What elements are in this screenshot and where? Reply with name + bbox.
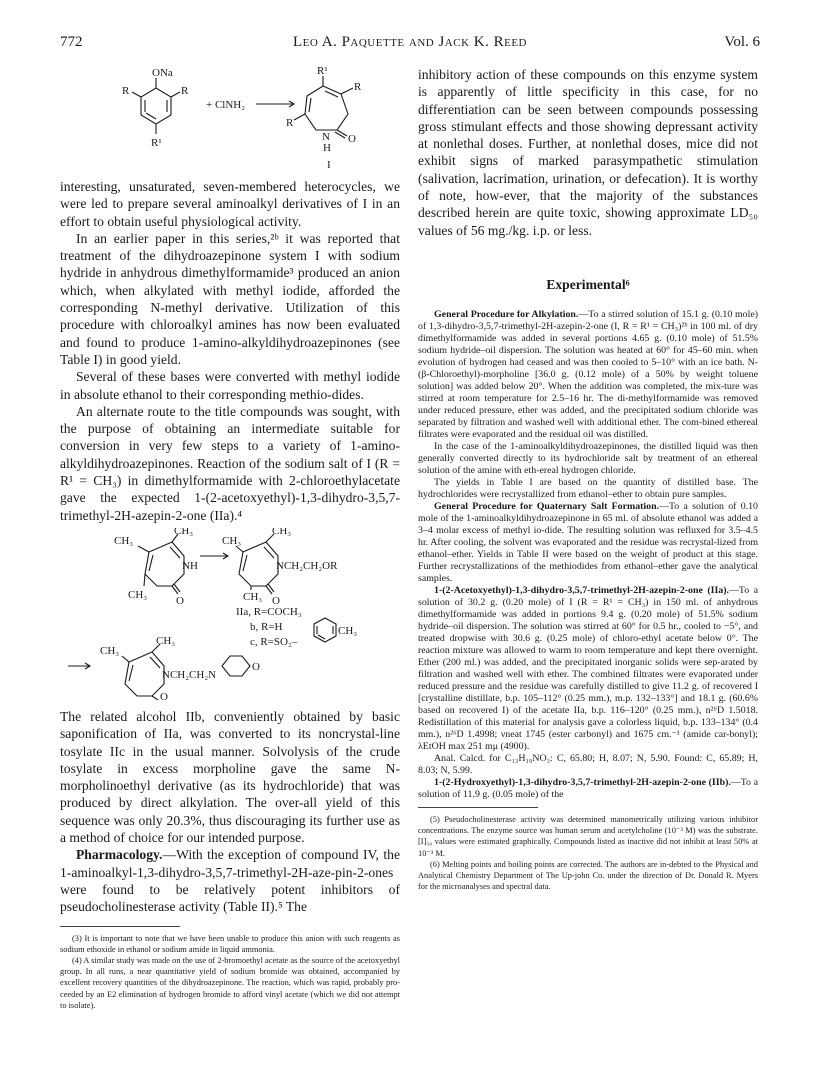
- left-column: [60, 64, 400, 1011]
- left-paragraph-3: Several of these bases were converted with methyl iodide in absolute ethanol to their corresponding methio-dides.: [60, 369, 400, 402]
- footnote-rule-left: [60, 926, 180, 927]
- tosyl-ch3: CH₃: [338, 624, 358, 637]
- ch3-b2: CH₃: [272, 527, 292, 537]
- left-paragraph-4: An alternate route to the title compounds was sought, with the purpose of obtaining an intermediate suitable for conversion in very few steps to a variety of 1-amino-alkyldihydroazepinones. Reaction of the sodium salt of I (R = R¹ = CH₃) in dimethylformamide with 2-chloroethylacetate gave the expected 1-(2-acetoxyethyl)-1,3-dihydro-3,5,7-trimethyl-2H-azepin-2-one (IIa).⁴: [60, 403, 400, 523]
- alkylation-paragraph: [418, 309, 758, 441]
- iib-paragraph: [418, 777, 758, 801]
- quaternary-text: —To a solution of 0.10 mole of the 1-aminoalkyldihydroazepinone in 65 ml. of absolute ethanol was added a 3–4 molar excess of methyl io-dide. The resulting solution was refluxed for 3.5–4.5 hr. After cooling, the solvent was evaporated and the residue was recrystal-lized from ethanol–ether. Yields in Table II were based on the weight of product at this stage. Further recrystallizations of the methiodides from ethanol–ether gave the analytical samples.: [418, 500, 758, 584]
- o-label-a: O: [176, 594, 184, 607]
- h-label-azepine: H: [323, 142, 331, 154]
- footnote-rule-right: [418, 807, 538, 808]
- right-paragraph-1: inhibitory action of these compounds on this enzyme system is apparently of little specificity in this case, for no differentiation can be seen between compounds possessing gross stimulant effects and those showing depressant activity at nonlethal doses. Further, at nonlethal doses, mice did not exhibit signs of marked parasympathetic stimulation (salivation, lacrimation, urination, or defecation). It is worthy of note, how-ever, that the majority of the substances described herein are quite toxic, showing approximate LD₅₀ values of 56 mg./kg. i.p. or less.: [418, 67, 758, 238]
- quaternary-paragraph: [418, 501, 758, 585]
- n-substituent-b: NCH₂CH₂OR: [276, 559, 338, 572]
- alkylation-paragraph-3: The yields in Table I are based on the quantity of distilled base. The hydrochlorides were recrystallized from ethanol–ether to obtain pure samples.: [418, 476, 758, 500]
- label-iia: IIa, R=COCH₃: [236, 605, 302, 618]
- iia-heading: 1-(2-Acetoxyethyl)-1,3-dihydro-3,5,7-trimethyl-2H-azepin-2-one (IIa).: [434, 584, 729, 596]
- reagent-label: + ClNH₂: [206, 99, 246, 111]
- footnote-3: (3) It is important to note that we have been unable to produce this anion with such reagents as sodium ethoxide in ethanol or sodium amide in liquid ammonia.: [60, 933, 400, 954]
- r1-label-azepine: R¹: [317, 65, 328, 77]
- o-label-c: O: [160, 690, 168, 700]
- ch3-c1: CH₃: [100, 644, 120, 657]
- alkylation-text: —To a stirred solution of 15.1 g. (0.10 mole) of 1,3-dihydro-3,5,7-trimethyl-2H-azepin-2-one (I, R = R¹ = CH₃)²ᵇ in 100 ml. of dry dimethylformamide was added in several portions 4.65 g. (0.10 mole) of 51.5% sodium hydride–oil dispersion. The solution was heated at 60° for 45–60 min. when evolution of hydrogen had ceased and was then cooled to 5–10° with an ice bath. N-(β-Chloroethyl)-morpholine [36.0 g. (0.12 mole) of a 50% by weight toluene solution] was added below 20°. When the addition was completed, the mix-ture was stirred at room temperature for 2.5–16 hr. The di-methylformamide was removed under reduced pressure, ether was added, and the precipitated sodium chloride was separated by filtration and washed well with additional ether. The com-bined ethereal filtrates were evaporated and the residual oil was distilled.: [418, 308, 758, 440]
- label-iib: b, R=H: [250, 620, 283, 633]
- label-iic: c, R=SO₂–: [250, 635, 298, 648]
- r-label-right: R: [181, 85, 189, 97]
- r-label-left: R: [122, 85, 130, 97]
- footnote-4: (4) A similar study was made on the use of 2-bromoethyl acetate as the source of the acetoxyethyl group. In all runs, a near quantitative yield of sodium bromide was obtained, accompanied by excellent recovery quantities of the dihydroazepinone. The reaction, which was rapid, probably pro-ceeded by an E2 elimination of hydrogen bromide to afford vinyl acetate (which we did not attempt to isolate).: [60, 955, 400, 1010]
- pharmacology-paragraph: [60, 846, 400, 915]
- ch3-b3: CH₃: [243, 590, 263, 603]
- ch3-a2: CH₃: [174, 527, 194, 537]
- quaternary-heading: General Procedure for Quaternary Salt Formation.: [434, 500, 660, 512]
- iia-text: —To a solution of 30.2 g. (0.20 mole) of I (R = R¹ = CH₃) in 150 ml. of anhydrous dimethylformamide was added in portions 9.4 g. (0.20 mole) of 51.5% sodium hydride–oil dispersion. The solution was stirred at 60° for 0.5 hr., cooled to −5°, and treated dropwise with 30.6 g. (0.25 mole) of chloro-ethyl acetate below 0°. The reaction mixture was allowed to warm to room temperature and kept there overnight. Ether (200 ml.) was added, and the precipitated inorganic solids were sep-arated by filtration and washed well with ether. The combined filtrates were evaporated under reduced pressure and the residue was carefully distilled to give 11.2 g. of recovered I [crystalline distillate, b.p. 105–112° (0.25 mm.), m.p. 132–133°] and 18.1 g. (60.6% based on recovered I) of the acetate IIa, b.p. 116–120° (0.25 mm.), n²⁶D 1.5018. Redistillation of this material for analysis gave a colorless liquid, b.p. 133–134° (0.4 mm.), n²⁶D 1.4998; νneat 1745 (ester carbonyl) and 1675 cm.⁻¹ (amide car-bonyl); λEtOH max 251 mμ (4900).: [418, 584, 758, 752]
- o-label-b: O: [272, 594, 280, 607]
- left-footnotes: [60, 933, 400, 1011]
- running-authors: Leo A. Paquette and Jack K. Reed: [293, 34, 527, 50]
- iib-heading: 1-(2-Hydroxyethyl)-1,3-dihydro-3,5,7-trimethyl-2H-azepin-2-one (IIb).: [434, 776, 731, 788]
- volume-label: Vol. 6: [724, 34, 760, 50]
- footnote-5: (5) Pseudocholinesterase activity was determined manometrically utilizing various inhibitor concentrations. The enzyme source was human serum and acetylcholine (10⁻³ M) was the substrate. [I]₅₀ values were estimated graphically. Compounds listed as inactive did not inhibit at least 50% at 10⁻³ M.: [418, 814, 758, 858]
- r-label-azepine-right: R: [354, 81, 362, 93]
- ch3-b1: CH₃: [222, 534, 242, 547]
- morpholine-o: O: [252, 660, 260, 673]
- ona-label: ONa: [152, 67, 173, 79]
- n-label-azepine: N: [322, 131, 330, 143]
- pharmacology-text: —With the exception of compound IV, the 1-aminoalkyl-1,3-dihydro-3,5,7-trimethyl-2H-aze-pin-2-ones were found to be relatively potent inhibitors of pseudocholinesterase activity (Table II).⁵ The: [60, 847, 400, 915]
- alkylation-heading: General Procedure for Alkylation.: [434, 308, 579, 320]
- page-number: 772: [60, 34, 83, 50]
- o-label-azepine: O: [348, 133, 356, 145]
- iib-text: —To a solution of 11.9 g. (0.05 mole) of the: [418, 776, 758, 800]
- ch3-c2: CH₃: [156, 634, 176, 647]
- left-paragraph-1: interesting, unsaturated, seven-membered heterocycles, we were led to prepare several aminoalkyl derivatives of I in an effort to obtain useful physiological activity.: [60, 179, 400, 229]
- compound-label-i: I: [327, 159, 331, 171]
- n-morpholinoethyl-label: NCH₂CH₂N: [162, 668, 217, 681]
- right-footnotes: [418, 814, 758, 892]
- pharmacology-heading: Pharmacology.: [76, 847, 163, 863]
- alkylation-paragraph-2: In the case of the 1-aminoalkyldihydroazepinones, the distilled liquid was then generally converted directly to its hydrochloride salt by treatment of an ethereal solution of the amine with eth-ereal hydrogen chloride.: [418, 440, 758, 476]
- footnote-6: (6) Melting points and boiling points are corrected. The authors are in-debted to the Physical and Analytical Chemistry Department of The Up-john Co. under the direction of Dr. Donald R. Myers for the microanalyses and spectral data.: [418, 859, 758, 892]
- iia-paragraph: [418, 585, 758, 753]
- analysis-line: Anal. Calcd. for C₁₃H₁₉NO₃: C, 65.80; H, 8.07; N, 5.90. Found: C, 65.89; H, 8.03; N, 5.99.: [418, 752, 758, 776]
- r1-label-phenol: R¹: [151, 137, 162, 149]
- right-column: [418, 66, 758, 892]
- left-paragraph-2: In an earlier paper in this series,²ᵇ it was reported that treatment of the dihydroazepinone system I with sodium hydride in anhydrous dimethylformamide³ produced an anion which, when alkylated with methyl iodide, afforded the corresponding N-methyl derivative. Utilization of this procedure with chloroalkyl amines has now been evaluated and found to produce 1-amino-alkyldihydroazepinones (see Table I) in good yield.: [60, 230, 400, 367]
- ch3-a1: CH₃: [114, 534, 134, 547]
- reaction-scheme-1: [60, 64, 400, 176]
- ch3-a3: CH₃: [128, 588, 148, 601]
- r-label-azepine-left: R: [286, 117, 294, 129]
- reaction-scheme-2: [60, 528, 400, 700]
- running-header: [60, 34, 760, 54]
- nh-label-a: NH: [182, 559, 198, 572]
- experimental-heading: Experimental⁶: [546, 276, 630, 292]
- left-paragraph-5: The related alcohol IIb, conveniently obtained by basic saponification of IIa, was converted to its noncrystal-line tosylate IIc in the usual manner. Solvolysis of the crude tosylate in excess morpholine gave the same N-morpholinoethyl derivative (as its hydrochloride) that was produced by direct alkylation. The over-all yield of this sequence was only 20.3%, thus discouraging its further use as a method of choice for our intended purpose.: [60, 708, 400, 846]
